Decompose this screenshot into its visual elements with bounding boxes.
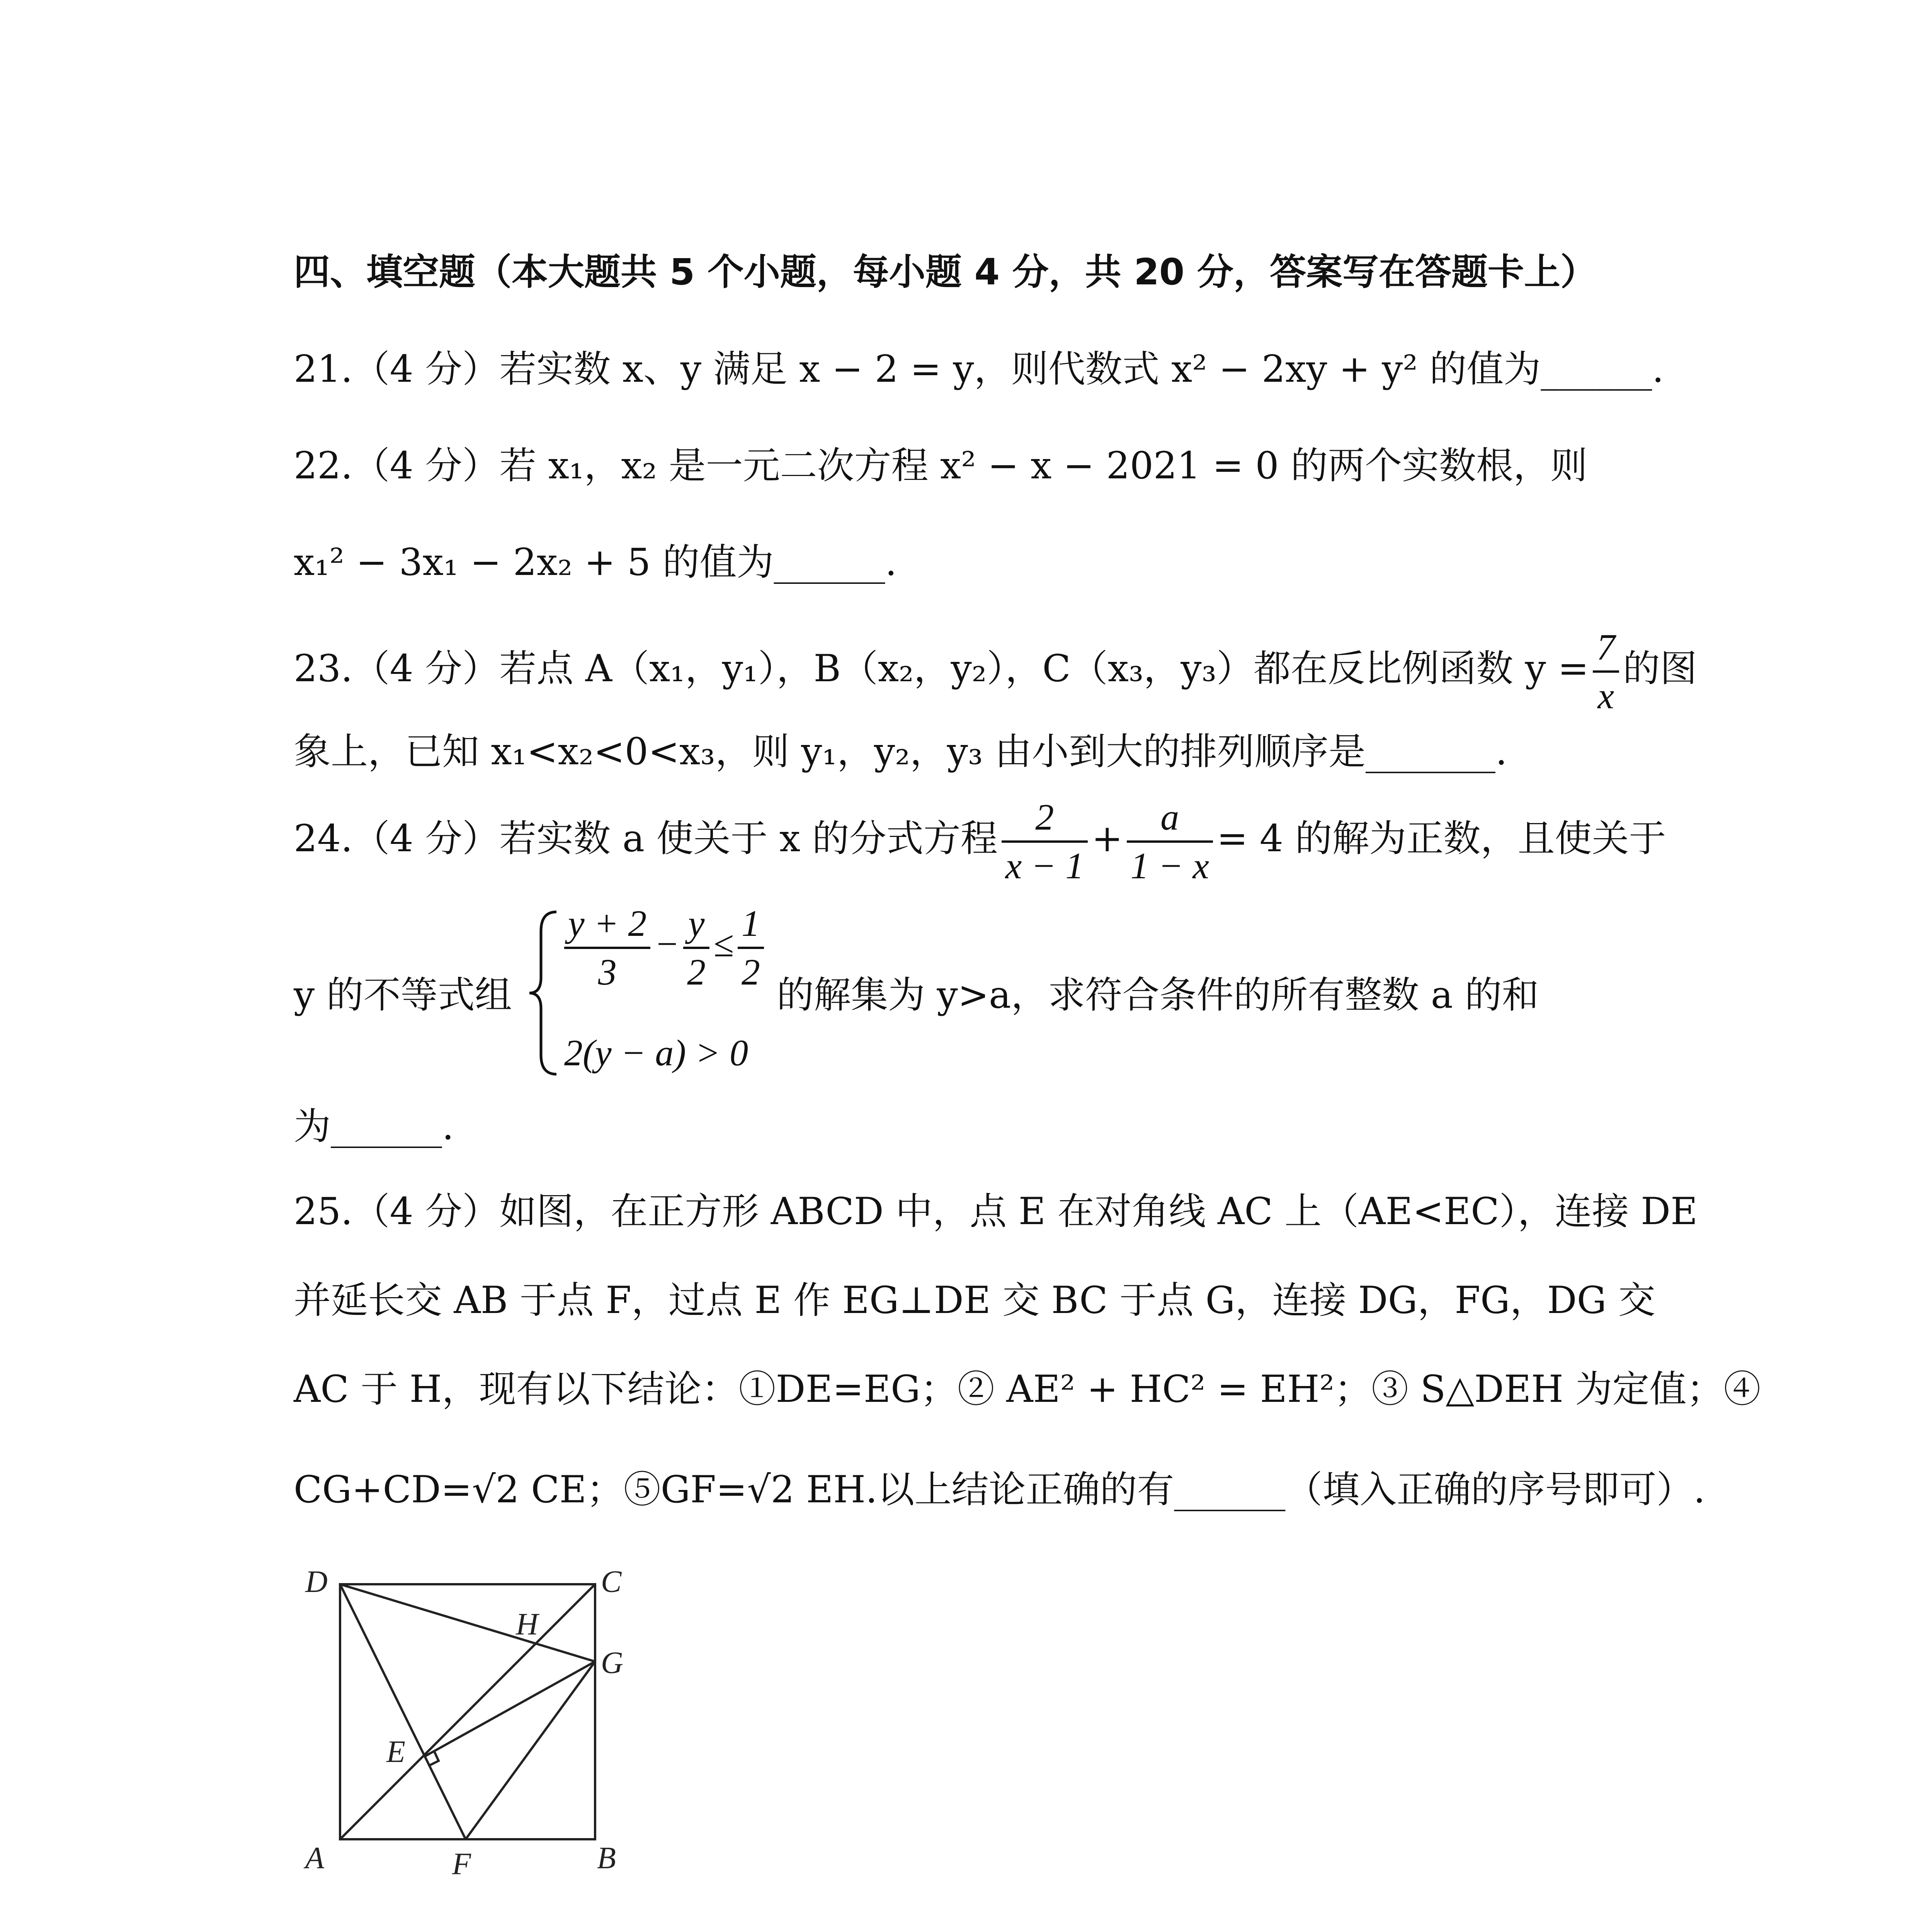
question-24-line-3: 为______. — [294, 1105, 454, 1148]
question-23-line-1 — [294, 618, 1697, 719]
square-geometry-figure — [294, 1549, 672, 1897]
q24-sys-f3 — [738, 900, 764, 995]
q23-frac-den: x — [1597, 675, 1614, 716]
question-25-line-1: 25.（4 分）如图，在正方形 ABCD 中，点 E 在对角线 AC 上（AE<EC），连接 DE — [294, 1190, 1698, 1233]
question-25-line-3: AC 于 H，现有以下结论：①DE=EG；② AE² + HC² = EH²；③ S△DEH 为定值；④ — [294, 1367, 1761, 1411]
label-b: B — [597, 1841, 616, 1875]
segment-df — [340, 1584, 466, 1839]
q24-f1-num: 2 — [1002, 794, 1088, 843]
q24-plus: + — [1092, 817, 1123, 860]
label-c: C — [601, 1565, 622, 1599]
q24-text-a: 24.（4 分）若实数 a 使关于 x 的分式方程 — [294, 817, 998, 860]
q24-fraction-2 — [1127, 794, 1213, 889]
q23-fraction — [1593, 624, 1619, 719]
q24-sys-prefix: y 的不等式组 — [294, 973, 512, 1017]
q23-text-b: 的图 — [1623, 647, 1697, 690]
q24-f2-num: a — [1127, 794, 1213, 843]
q24-text-b: 的解为正数，且使关于 — [1295, 817, 1666, 860]
question-21: 21.（4 分）若实数 x、y 满足 x − 2 = y，则代数式 x² − 2xy + y² 的值为______. — [294, 347, 1664, 391]
segment-fg — [466, 1662, 595, 1839]
label-a: A — [305, 1841, 324, 1875]
q24-f1-den: x − 1 — [1005, 845, 1084, 886]
q24-sys-f1-den: 3 — [598, 951, 617, 993]
q24-sys-f2-num: y — [683, 900, 709, 949]
label-e: E — [386, 1735, 405, 1769]
q23-text-a: 23.（4 分）若点 A（x₁，y₁），B（x₂，y₂），C（x₃，y₃）都在反比例函数 y = — [294, 647, 1589, 690]
q24-sys-f2 — [683, 900, 709, 995]
q24-sys-minus: − — [654, 923, 680, 965]
question-22-line-1: 22.（4 分）若 x₁，x₂ 是一元二次方程 x² − x − 2021 = 0 的两个实数根，则 — [294, 444, 1588, 487]
question-22-line-2: x₁² − 3x₁ − 2x₂ + 5 的值为______. — [294, 541, 897, 584]
label-g: G — [601, 1646, 623, 1680]
q24-sys-f1 — [564, 900, 650, 995]
q24-sys-row-1 — [560, 900, 768, 995]
question-25-line-2: 并延长交 AB 于点 F，过点 E 作 EG⊥DE 交 BC 于点 G，连接 DG，FG，DG 交 — [294, 1279, 1655, 1322]
q24-f2-den: 1 − x — [1130, 845, 1209, 886]
q24-sys-f3-den: 2 — [741, 951, 760, 993]
q24-sys-suffix: 的解集为 y>a，求符合条件的所有整数 a 的和 — [777, 973, 1539, 1017]
section-4-heading: 四、填空题（本大题共 5 个小题，每小题 4 分，共 20 分，答案写在答题卡上） — [294, 251, 1597, 293]
segment-eg — [425, 1662, 595, 1756]
label-d: D — [305, 1565, 328, 1599]
question-25-line-4: CG+CD=√2 CE；⑤GF=√2 EH.以上结论正确的有______（填入正确的序号即可）. — [294, 1468, 1706, 1511]
q24-fraction-1 — [1002, 794, 1088, 889]
q24-sys-f2-den: 2 — [687, 951, 706, 993]
q24-sys-f3-num: 1 — [738, 900, 764, 949]
question-24-line-1 — [294, 788, 1666, 889]
q23-frac-num: 7 — [1593, 624, 1619, 673]
q24-sys-row-2: 2(y − a) > 0 — [564, 1032, 748, 1073]
q24-sys-f1-num: y + 2 — [564, 900, 650, 949]
left-brace-icon — [526, 908, 560, 1078]
q24-sys-le: ≤ — [713, 923, 734, 965]
label-f: F — [452, 1847, 471, 1881]
q24-eq: = 4 — [1216, 817, 1283, 860]
label-h: H — [516, 1607, 538, 1641]
question-23-line-2: 象上，已知 x₁<x₂<0<x₃，则 y₁，y₂，y₃ 由小到大的排列顺序是_______. — [294, 730, 1507, 773]
